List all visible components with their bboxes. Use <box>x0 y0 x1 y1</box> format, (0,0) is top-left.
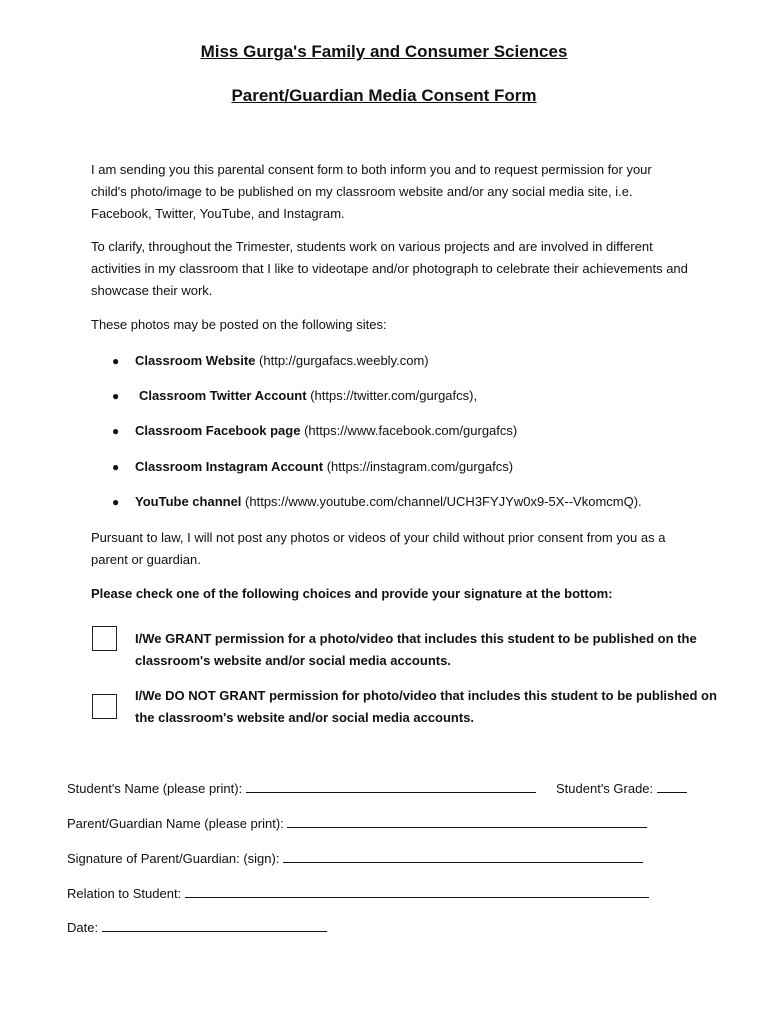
signature-input[interactable] <box>283 850 643 863</box>
bullet-icon: ● <box>112 495 120 509</box>
bullet-icon: ● <box>112 389 120 403</box>
relation-label: Relation to Student: <box>67 886 182 901</box>
bullet-icon: ● <box>112 460 120 474</box>
signature-field <box>67 850 643 868</box>
signature-label: Signature of Parent/Guardian: (sign): <box>67 851 280 866</box>
parent-name-input[interactable] <box>287 815 647 828</box>
grant-label: I/We GRANT permission for a photo/video that includes this student to be published on the classroom's website and/or social media accounts. <box>135 631 697 668</box>
site-url[interactable]: (https://www.facebook.com/gurgafcs) <box>304 423 518 438</box>
intro-paragraph: I am sending you this parental consent form to both inform you and to request permission for your child's photo/image to be published on my classroom website and/or any social media site, i.e. Facebook, Twitter, YouTube, and Instagram. <box>91 162 652 221</box>
site-name: Classroom Facebook page <box>135 423 301 438</box>
student-grade-input[interactable] <box>657 780 687 793</box>
deny-label: I/We DO NOT GRANT permission for photo/video that includes this student to be published on the classroom's website and/or social media accounts. <box>135 688 717 725</box>
form-heading: Miss Gurga's Family and Consumer Sciences <box>200 42 568 61</box>
law-paragraph: Pursuant to law, I will not post any photos or videos of your child without prior consent from you as a parent or guardian. <box>91 530 666 567</box>
clarify-paragraph: To clarify, throughout the Trimester, students work on various projects and are involved in different activities in my classroom that I like to videotape and/or photograph to celebrate their achievements and showcase their work. <box>91 239 688 298</box>
date-input[interactable] <box>102 919 327 932</box>
site-url[interactable]: (https://instagram.com/gurgafcs) <box>326 459 514 474</box>
site-name: Classroom Twitter Account <box>139 388 307 403</box>
form-subheading: Parent/Guardian Media Consent Form <box>231 86 537 105</box>
parent-name-label: Parent/Guardian Name (please print): <box>67 816 284 831</box>
student-grade-label: Student's Grade: <box>556 781 654 796</box>
site-name: Classroom Website <box>135 353 256 368</box>
date-field <box>67 919 327 937</box>
relation-field <box>67 885 649 903</box>
site-url[interactable]: (http://gurgafacs.weebly.com) <box>259 353 429 368</box>
sites-intro: These photos may be posted on the following sites: <box>91 317 387 332</box>
grant-checkbox[interactable] <box>92 626 117 651</box>
instruction-text: Please check one of the following choices and provide your signature at the bottom: <box>91 586 613 601</box>
site-name: YouTube channel <box>135 494 242 509</box>
parent-name-field <box>67 815 647 833</box>
bullet-icon: ● <box>112 424 120 438</box>
deny-checkbox[interactable] <box>92 694 117 719</box>
site-url[interactable]: (https://twitter.com/gurgafcs), <box>310 388 478 403</box>
student-grade-field <box>556 780 687 798</box>
site-url[interactable]: (https://www.youtube.com/channel/UCH3FYJYw0x9-5X--VkomcmQ). <box>245 494 642 509</box>
relation-input[interactable] <box>185 885 649 898</box>
student-name-input[interactable] <box>246 780 536 793</box>
student-name-label: Student's Name (please print): <box>67 781 243 796</box>
student-name-field <box>67 780 536 798</box>
site-name: Classroom Instagram Account <box>135 459 324 474</box>
date-label: Date: <box>67 920 99 935</box>
bullet-icon: ● <box>112 354 120 368</box>
